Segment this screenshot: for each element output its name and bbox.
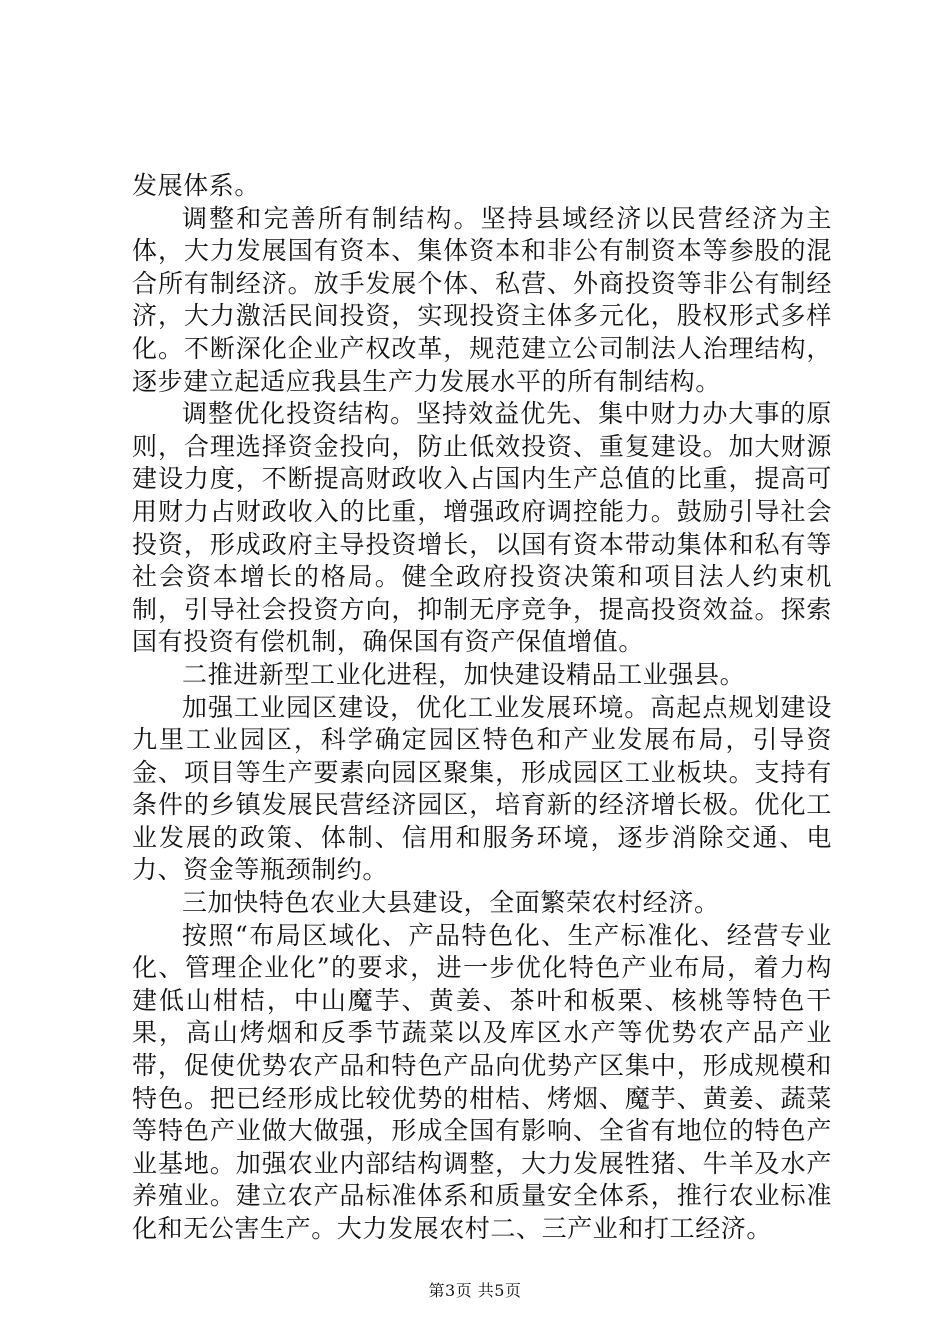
page-number-footer: 第3页 共5页 — [428, 1281, 522, 1300]
paragraph-industrial-park: 加强工业园区建设，优化工业发展环境。高起点规划建设九里工业园区，科学确定园区特色和产业发展布局，引导资金、项目等生产要素向园区聚集，形成园区工业板块。支持有条件的乡镇发展民营经济园区，培育新的经济增长极。优化工业发展的政策、体制、信用和服务环境，逐步消除交通、电力、资金等瓶颈制约。 — [132, 692, 832, 885]
heading-agriculture: 三加快特色农业大县建设，全面繁荣农村经济。 — [182, 888, 720, 918]
heading-industrialization: 二推进新型工业化进程，加快建设精品工业强县。 — [182, 659, 746, 689]
document-body — [132, 170, 832, 1246]
paragraph-specialty-agriculture: 按照“布局区域化、产品特色化、生产标准化、经营专业化、管理企业化”的要求，进一步优化特色产业布局，着力构建低山柑桔，中山魔芋、黄姜、茶叶和板栗、核桃等特色干果，高山烤烟和反季节蔬菜以及库区水产等优势农产品产业带，促使优势农产品和特色产品向优势产区集中，形成规模和特色。把已经形成比较优势的柑桔、烤烟、魔芋、黄姜、蔬菜等特色产业做大做强，形成全国有影响、全省有地位的特色产业基地。加强农业内部结构调整，大力发展牲猪、牛羊及水产养殖业。建立农产品标准体系和质量安全体系，推行农业标准化和无公害生产。大力发展农村二、三产业和打工经济。 — [132, 920, 832, 1243]
paragraph-continuation: 发展体系。 — [132, 171, 261, 200]
paragraph-ownership-structure: 调整和完善所有制结构。坚持县域经济以民营经济为主体，大力发展国有资本、集体资本和非公有制资本等参股的混合所有制经济。放手发展个体、私营、外商投资等非公有制经济，大力激活民间投资，实现投资主体多元化，股权形式多样化。不断深化企业产权改革，规范建立公司制法人治理结构，逐步建立起适应我县生产力发展水平的所有制结构。 — [132, 203, 832, 396]
paragraph-investment-structure: 调整优化投资结构。坚持效益优先、集中财力办大事的原则，合理选择资金投向，防止低效投资、重复建设。加大财源建设力度，不断提高财政收入占国内生产总值的比重，提高可用财力占财政收入的比重，增强政府调控能力。鼓励引导社会投资，形成政府主导投资增长，以国有资本带动集体和私有等社会资本增长的格局。健全政府投资决策和项目法人约束机制，引导社会投资方向，抑制无序竞争，提高投资效益。探索国有投资有偿机制，确保国有资产保值增值。 — [132, 399, 832, 657]
